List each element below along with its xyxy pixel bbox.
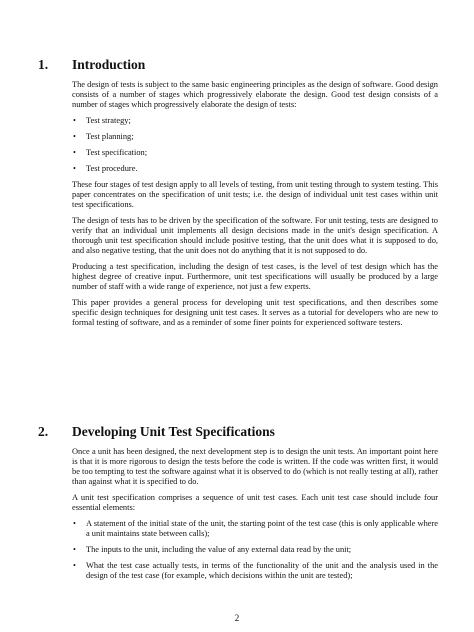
bullet-text: A statement of the initial state of the unit, the starting point of the test case (this is only applicable where a unit maintains state between calls); xyxy=(86,519,438,538)
bullet-text: Test planning; xyxy=(86,132,134,141)
section-body xyxy=(72,447,438,581)
section-introduction xyxy=(38,57,438,334)
bullet-icon: • xyxy=(73,116,76,125)
bullet-icon: • xyxy=(73,164,76,173)
bullet-icon: • xyxy=(73,519,76,528)
paragraph: These four stages of test design apply to all levels of testing, from unit testing through to system testing. This paper concentrates on the specification of unit tests; i.e. the design of individual unit test cases within unit test specifications. xyxy=(72,180,438,209)
bullet-list xyxy=(72,519,438,581)
paragraph: A unit test specification comprises a sequence of unit test cases. Each unit test case should include four essential elements: xyxy=(72,493,438,512)
section-title: Introduction xyxy=(72,57,146,72)
bullet-item xyxy=(72,545,438,555)
bullet-text: Test strategy; xyxy=(86,116,131,125)
bullet-icon: • xyxy=(73,545,76,554)
bullet-text: Test specification; xyxy=(86,148,148,157)
bullet-item xyxy=(72,116,438,126)
bullet-item xyxy=(72,561,438,581)
section-heading xyxy=(38,424,438,439)
section-developing-unit-test-specifications xyxy=(38,424,438,587)
bullet-item xyxy=(72,148,438,158)
paragraph: The design of tests has to be driven by the specification of the software. For unit testing, tests are designed to verify that an individual unit implements all design decisions made in the unit's design specification. A thorough unit test specification should include positive testing, that the unit does what it is supposed to do, and also negative testing, that the unit does not do anything that it is not supposed to do. xyxy=(72,216,438,255)
bullet-icon: • xyxy=(73,132,76,141)
bullet-icon: • xyxy=(73,561,76,570)
bullet-icon: • xyxy=(73,148,76,157)
section-title: Developing Unit Test Specifications xyxy=(72,424,275,439)
page-number: 2 xyxy=(234,613,240,623)
section-number: 1. xyxy=(38,57,49,72)
paragraph: Once a unit has been designed, the next development step is to design the unit tests. An important point here is that it is more rigorous to design the tests before the code is written. If the code was written first, it would be too tempting to test the software against what it is observed to do (which is not really testing at all), rather than against what it is specified to do. xyxy=(72,447,438,486)
section-number: 2. xyxy=(38,424,49,439)
section-heading xyxy=(38,57,438,72)
bullet-item xyxy=(72,519,438,539)
paragraph: This paper provides a general process for developing unit test specifications, and then describes some specific design techniques for designing unit test cases. It serves as a tutorial for developers who are new to formal testing of software, and as a reminder of some finer points for experienced software testers. xyxy=(72,298,438,327)
bullet-list xyxy=(72,116,438,174)
bullet-text: The inputs to the unit, including the value of any external data read by the unit; xyxy=(86,545,352,554)
bullet-text: What the test case actually tests, in terms of the functionality of the unit and the analysis used in the design of the test case (for example, which decisions within the unit are tested); xyxy=(86,561,438,580)
paragraph: The design of tests is subject to the same basic engineering principles as the design of software. Good design consists of a number of stages which progressively elaborate the design. Good test design consists of a number of stages which progressively elaborate the design of tests: xyxy=(72,80,438,109)
bullet-item xyxy=(72,132,438,142)
section-body xyxy=(72,80,438,328)
paragraph: Producing a test specification, including the design of test cases, is the level of test design which has the highest degree of creative input. Furthermore, unit test specifications will usually be produced by a large number of staff with a wide range of experience, not just a few experts. xyxy=(72,262,438,291)
bullet-text: Test procedure. xyxy=(86,164,138,173)
bullet-item xyxy=(72,164,438,174)
